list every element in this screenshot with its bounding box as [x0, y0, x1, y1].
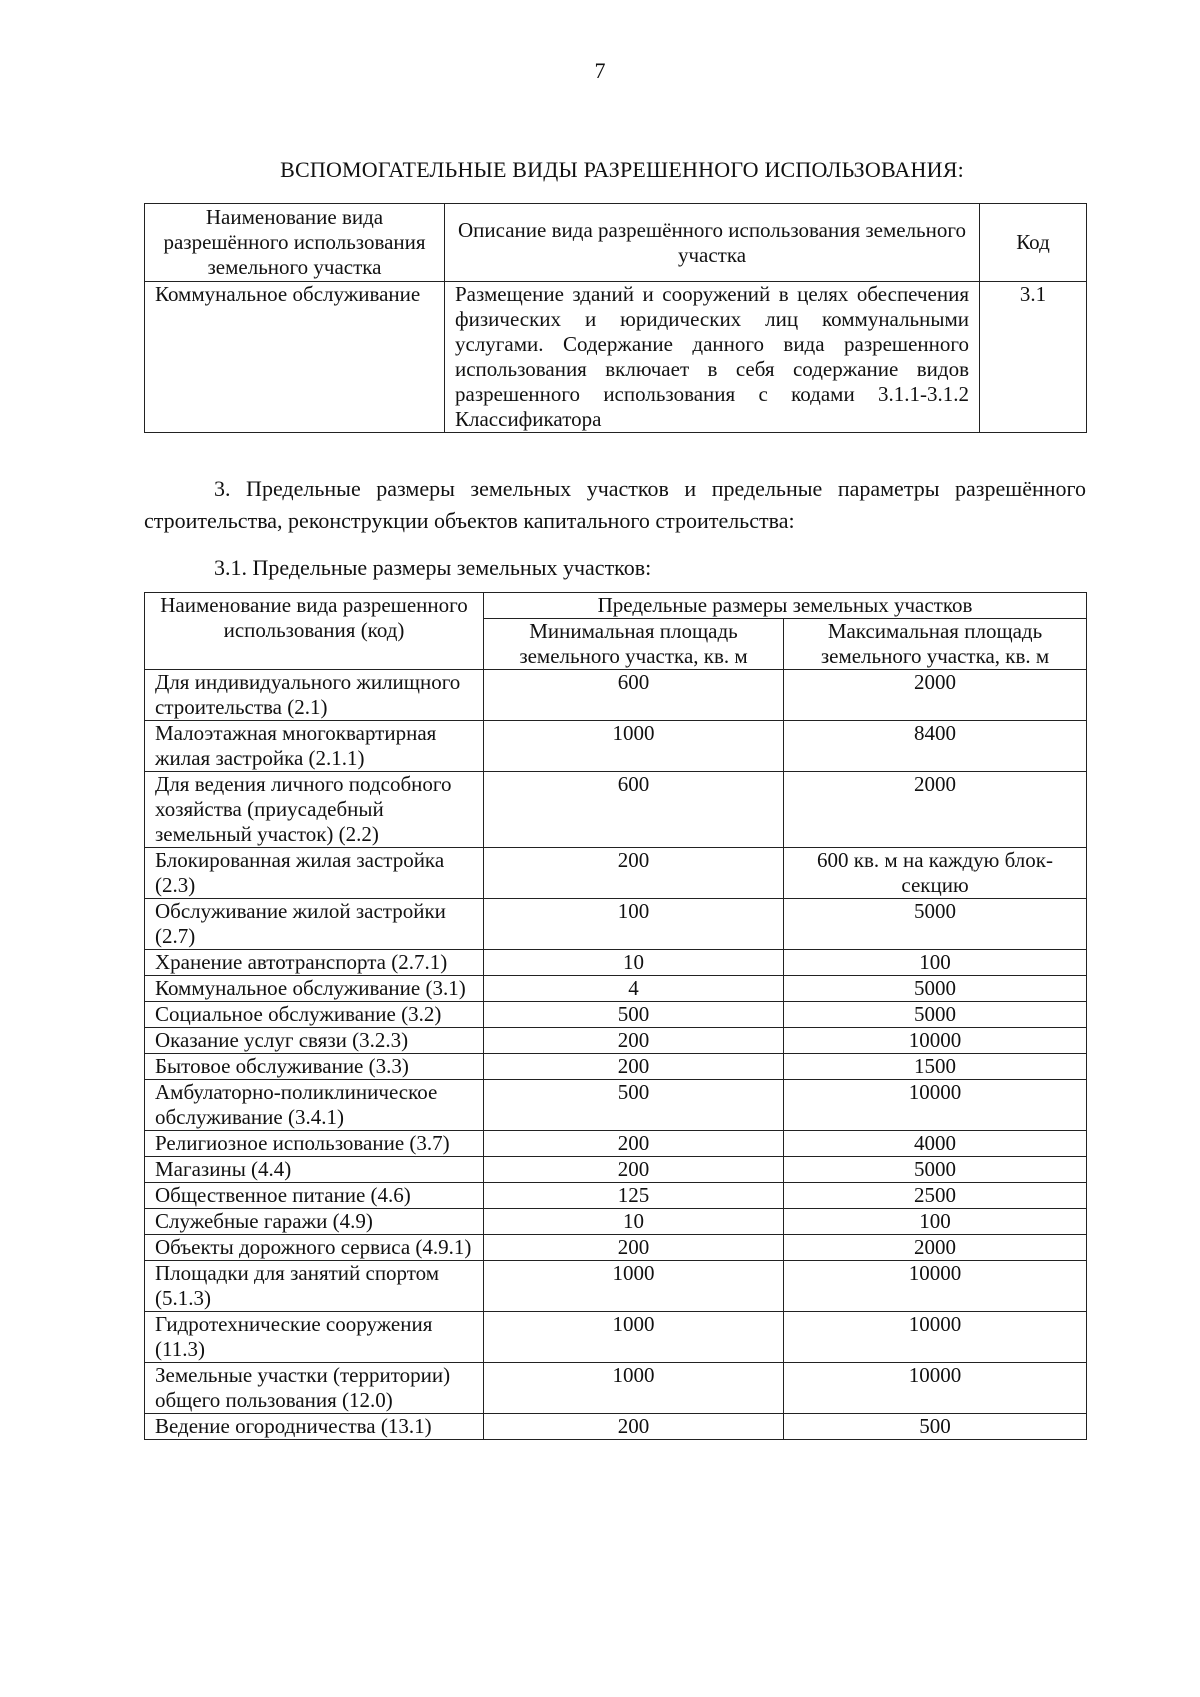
- table-row: [145, 721, 1087, 772]
- min-area-cell: 10: [484, 1209, 784, 1235]
- min-area-cell: 200: [484, 848, 784, 899]
- table-row: [145, 1261, 1087, 1312]
- max-area-cell: 10000: [784, 1080, 1087, 1131]
- page-number: 7: [594, 58, 606, 83]
- table-header-row: [145, 204, 1087, 282]
- min-area-cell: 200: [484, 1414, 784, 1440]
- table-header-row: [145, 593, 1087, 619]
- use-name-cell: Религиозное использование (3.7): [145, 1131, 484, 1157]
- table-row: [145, 1209, 1087, 1235]
- max-area-cell: 1500: [784, 1054, 1087, 1080]
- max-area-cell: 5000: [784, 976, 1087, 1002]
- use-name-cell: Бытовое обслуживание (3.3): [145, 1054, 484, 1080]
- min-area-cell: 125: [484, 1183, 784, 1209]
- max-area-cell: 10000: [784, 1363, 1087, 1414]
- use-name-cell: Магазины (4.4): [145, 1157, 484, 1183]
- min-area-cell: 600: [484, 772, 784, 848]
- table-row: [145, 1131, 1087, 1157]
- max-area-cell: 10000: [784, 1312, 1087, 1363]
- max-area-cell: 5000: [784, 1002, 1087, 1028]
- table-row: [145, 282, 1087, 433]
- table-row: [145, 1054, 1087, 1080]
- table-row: [145, 670, 1087, 721]
- table-row: [145, 848, 1087, 899]
- min-area-cell: 200: [484, 1157, 784, 1183]
- min-area-cell: 500: [484, 1002, 784, 1028]
- min-area-cell: 10: [484, 950, 784, 976]
- use-name-cell: Коммунальное обслуживание: [145, 282, 445, 433]
- use-description-cell: Размещение зданий и сооружений в целях обеспечения физических и юридических лиц коммунальными услугами. Содержание данного вида разрешенного использования включает в себя содержание видов разрешенного использования с кодами 3.1.1-3.1.2 Классификатора: [445, 282, 980, 433]
- section-heading: ВСПОМОГАТЕЛЬНЫЕ ВИДЫ РАЗРЕШЕННОГО ИСПОЛЬЗОВАНИЯ:: [280, 157, 964, 182]
- min-area-cell: 600: [484, 670, 784, 721]
- min-area-cell: 4: [484, 976, 784, 1002]
- min-area-cell: 200: [484, 1028, 784, 1054]
- max-area-cell: 5000: [784, 1157, 1087, 1183]
- table-row: [145, 1183, 1087, 1209]
- use-name-cell: Гидротехнические сооружения (11.3): [145, 1312, 484, 1363]
- use-name-cell: Малоэтажная многоквартирная жилая застройка (2.1.1): [145, 721, 484, 772]
- min-area-cell: 1000: [484, 1312, 784, 1363]
- table-row: [145, 1363, 1087, 1414]
- min-area-cell: 1000: [484, 1363, 784, 1414]
- use-name-cell: Хранение автотранспорта (2.7.1): [145, 950, 484, 976]
- min-area-cell: 200: [484, 1054, 784, 1080]
- header-code: Код: [980, 204, 1087, 282]
- table-row: [145, 1080, 1087, 1131]
- table-row: [145, 1157, 1087, 1183]
- table-row: [145, 1002, 1087, 1028]
- use-name-cell: Для индивидуального жилищного строительства (2.1): [145, 670, 484, 721]
- max-area-cell: 2000: [784, 1235, 1087, 1261]
- max-area-cell: 10000: [784, 1261, 1087, 1312]
- max-area-cell: 500: [784, 1414, 1087, 1440]
- table-row: [145, 976, 1087, 1002]
- use-name-cell: Коммунальное обслуживание (3.1): [145, 976, 484, 1002]
- min-area-cell: 100: [484, 899, 784, 950]
- max-area-cell: 8400: [784, 721, 1087, 772]
- use-name-cell: Для ведения личного подсобного хозяйства (приусадебный земельный участок) (2.2): [145, 772, 484, 848]
- header-use-name: Наименование вида разрешённого использования земельного участка: [145, 204, 445, 282]
- plot-size-table-body: [145, 670, 1087, 1440]
- auxiliary-use-table: [144, 203, 1087, 433]
- use-name-cell: Земельные участки (территории) общего пользования (12.0): [145, 1363, 484, 1414]
- min-area-cell: 500: [484, 1080, 784, 1131]
- paragraph-3: 3. Предельные размеры земельных участков и предельные параметры разрешённого строительства, реконструкции объектов капитального строительства:: [144, 476, 1086, 533]
- table-row: [145, 1414, 1087, 1440]
- table-row: [145, 1235, 1087, 1261]
- use-name-cell: Амбулаторно-поликлиническое обслуживание (3.4.1): [145, 1080, 484, 1131]
- use-name-cell: Обслуживание жилой застройки (2.7): [145, 899, 484, 950]
- header-max-area: Максимальная площадь земельного участка, кв. м: [784, 619, 1087, 670]
- use-name-cell: Оказание услуг связи (3.2.3): [145, 1028, 484, 1054]
- table-row: [145, 899, 1087, 950]
- use-name-cell: Площадки для занятий спортом (5.1.3): [145, 1261, 484, 1312]
- use-name-cell: Блокированная жилая застройка (2.3): [145, 848, 484, 899]
- max-area-cell: 100: [784, 950, 1087, 976]
- use-name-cell: Общественное питание (4.6): [145, 1183, 484, 1209]
- use-name-cell: Служебные гаражи (4.9): [145, 1209, 484, 1235]
- plot-size-table: [144, 592, 1087, 1440]
- header-plot-size-limits: Предельные размеры земельных участков: [484, 593, 1087, 619]
- max-area-cell: 4000: [784, 1131, 1087, 1157]
- table-row: [145, 1028, 1087, 1054]
- table-row: [145, 1312, 1087, 1363]
- header-use-description: Описание вида разрешённого использования земельного участка: [445, 204, 980, 282]
- use-name-cell: Социальное обслуживание (3.2): [145, 1002, 484, 1028]
- min-area-cell: 200: [484, 1235, 784, 1261]
- max-area-cell: 2500: [784, 1183, 1087, 1209]
- header-use-name-code: Наименование вида разрешенного использования (код): [145, 593, 484, 670]
- use-code-cell: 3.1: [980, 282, 1087, 433]
- table-row: [145, 950, 1087, 976]
- min-area-cell: 1000: [484, 721, 784, 772]
- paragraph-3-1: 3.1. Предельные размеры земельных участков:: [214, 555, 652, 580]
- max-area-cell: 2000: [784, 772, 1087, 848]
- max-area-cell: 600 кв. м на каждую блок-секцию: [784, 848, 1087, 899]
- use-name-cell: Объекты дорожного сервиса (4.9.1): [145, 1235, 484, 1261]
- min-area-cell: 1000: [484, 1261, 784, 1312]
- use-name-cell: Ведение огородничества (13.1): [145, 1414, 484, 1440]
- max-area-cell: 5000: [784, 899, 1087, 950]
- max-area-cell: 10000: [784, 1028, 1087, 1054]
- header-min-area: Минимальная площадь земельного участка, кв. м: [484, 619, 784, 670]
- max-area-cell: 2000: [784, 670, 1087, 721]
- min-area-cell: 200: [484, 1131, 784, 1157]
- max-area-cell: 100: [784, 1209, 1087, 1235]
- table-row: [145, 772, 1087, 848]
